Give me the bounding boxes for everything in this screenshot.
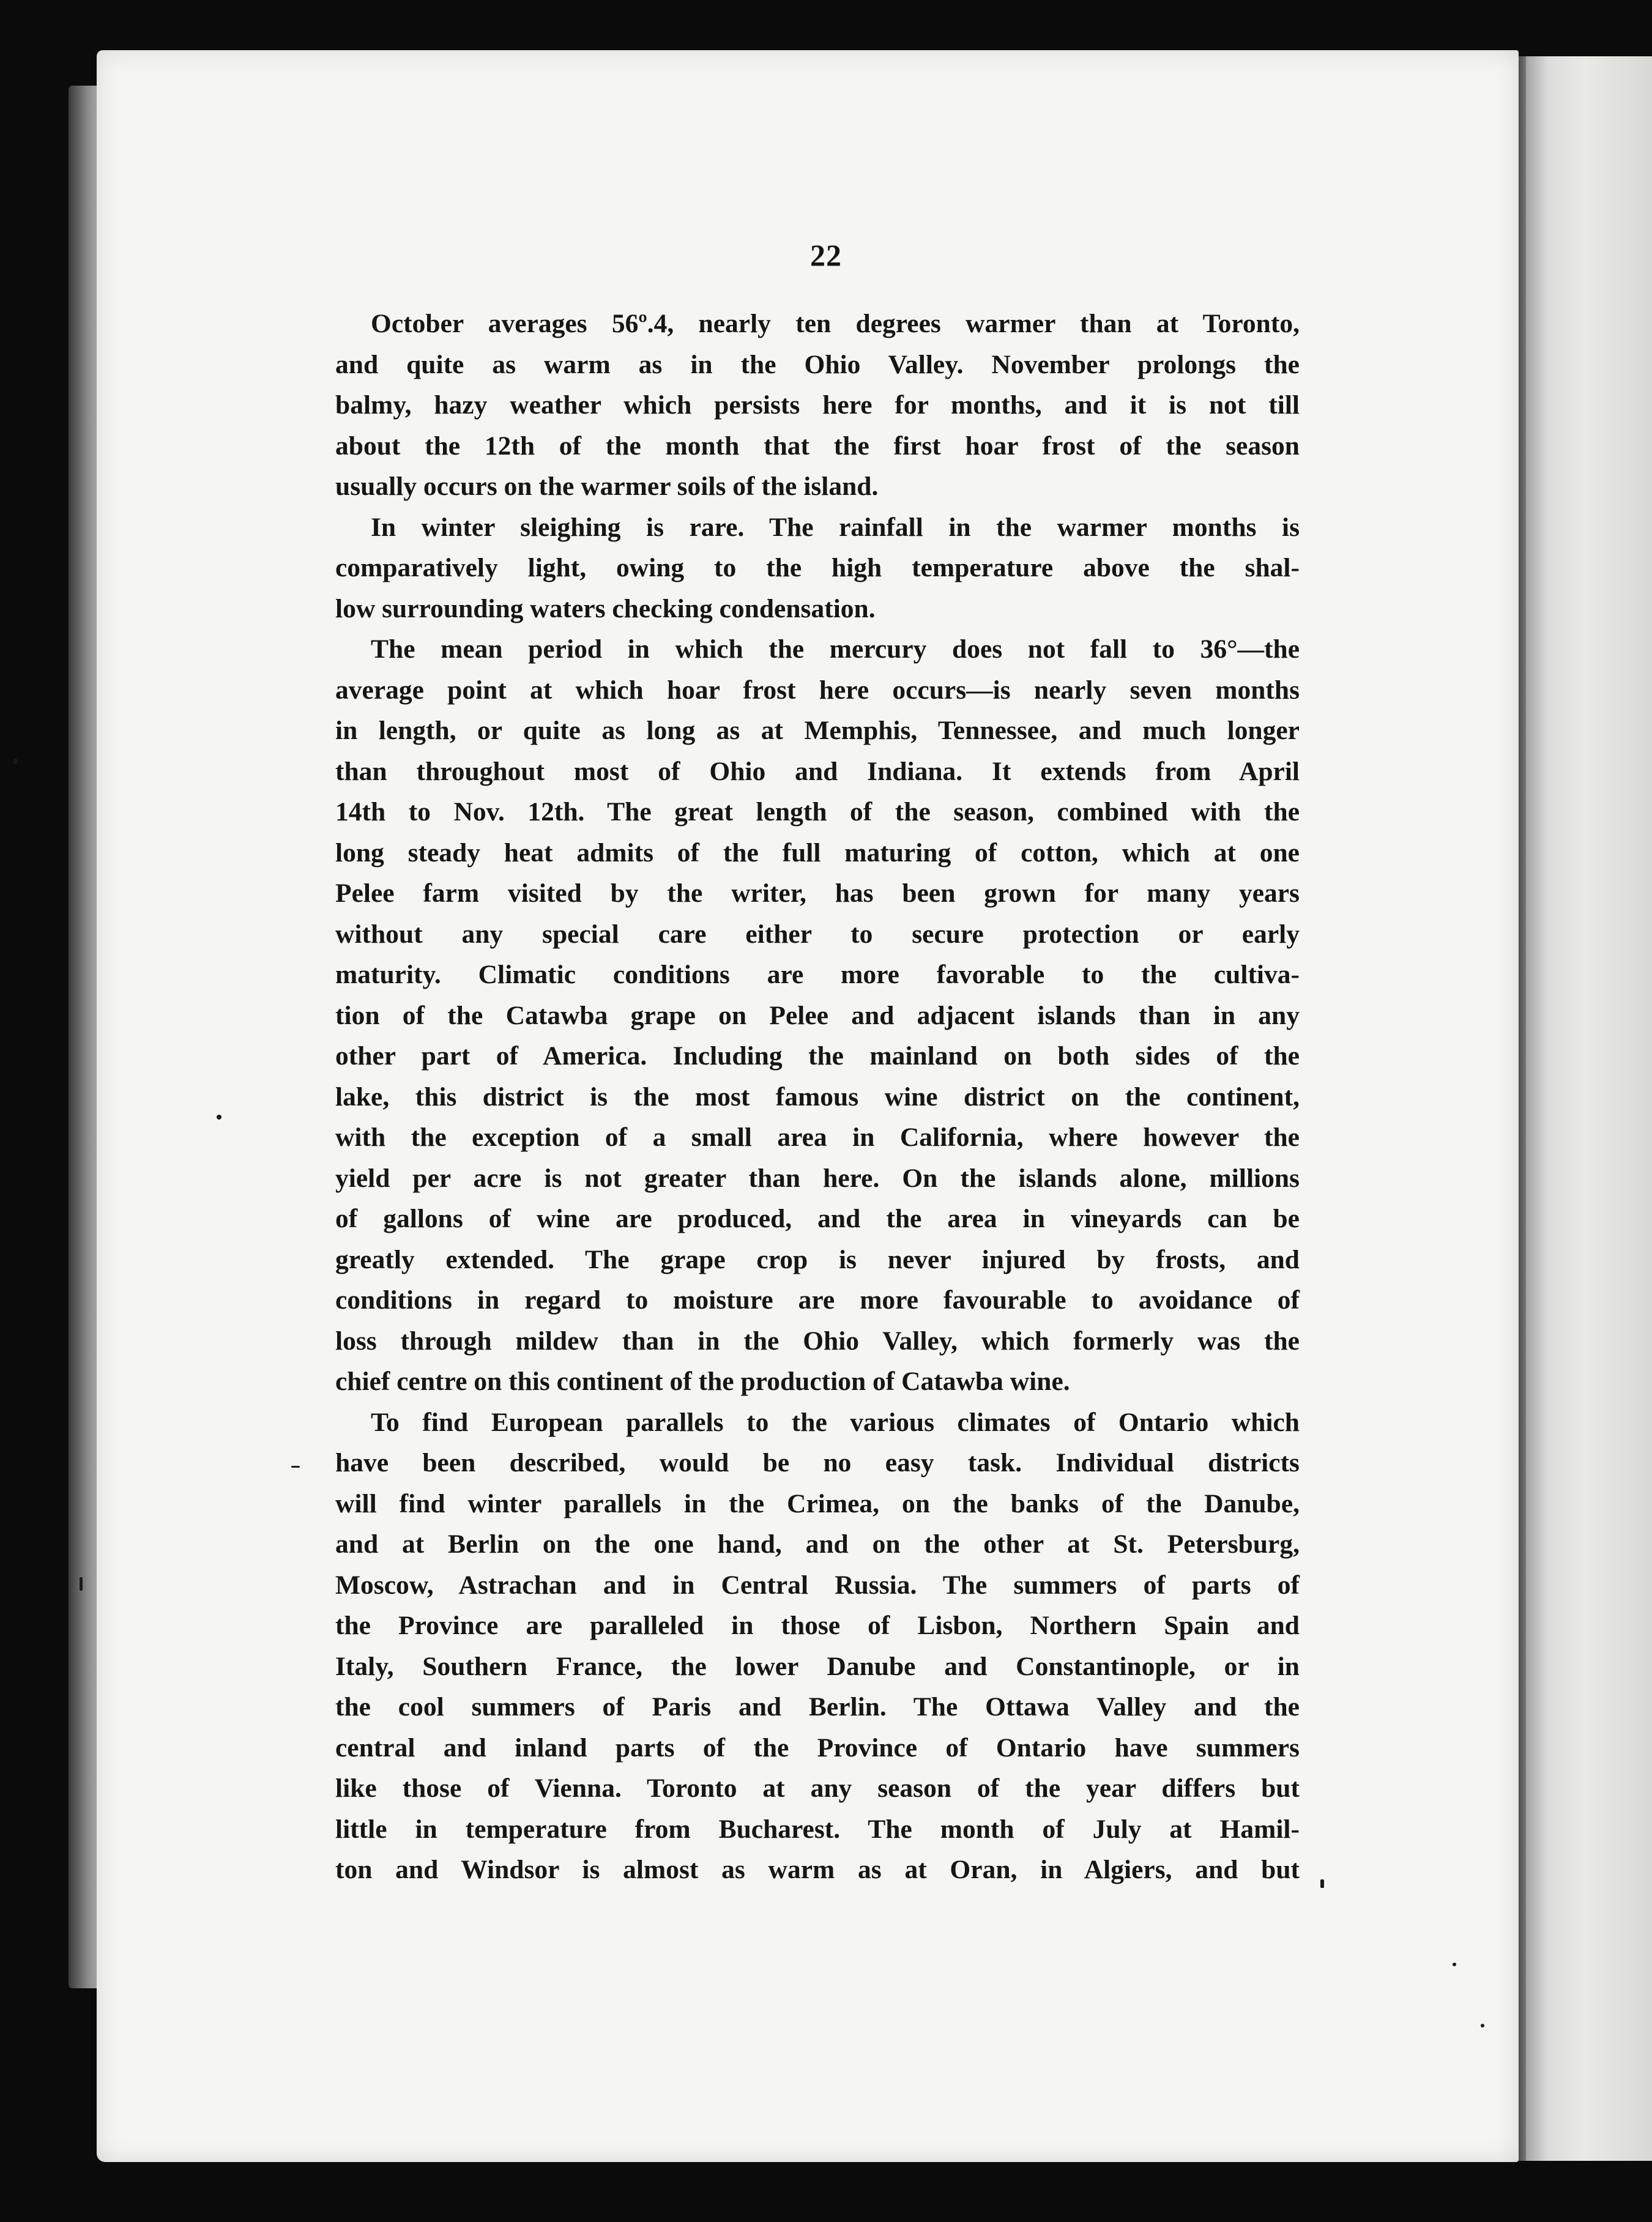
- paragraph-october-climate: [335, 303, 1300, 507]
- text-line: greatly extended. The grape crop is never injured by frosts, and: [335, 1244, 1300, 1274]
- text-line: Pelee farm visited by the writer, has been grown for many years: [335, 879, 1300, 908]
- text-line: long steady heat admits of the full maturing of cotton, which at one: [335, 838, 1300, 868]
- scan-speck: [1453, 1963, 1456, 1966]
- text-line: 14th to Nov. 12th. The great length of the season, combined with the: [335, 797, 1300, 827]
- text-line: and quite as warm as in the Ohio Valley. November prolongs the: [335, 349, 1300, 379]
- text-line: central and inland parts of the Province of Ontario have summers: [335, 1733, 1300, 1763]
- paragraph-growing-season: [335, 629, 1300, 1402]
- scan-speck: [13, 759, 18, 764]
- scan-speck: [217, 1115, 221, 1120]
- text-line: will find winter parallels in the Crimea, on the banks of the Danube,: [335, 1488, 1300, 1518]
- text-line: chief centre on this continent of the production of Catawba wine.: [335, 1367, 1070, 1396]
- text-line: loss through mildew than in the Ohio Valley, which formerly was the: [335, 1326, 1300, 1356]
- page-number: 22: [810, 238, 842, 272]
- text-line: tion of the Catawba grape on Pelee and adjacent islands than in any: [335, 1000, 1300, 1030]
- paragraph-winter-rainfall: [335, 507, 1300, 630]
- text-line: in length, or quite as long as at Memphis, Tennessee, and much longer: [335, 716, 1300, 745]
- text-line: ton and Windsor is almost as warm as at Oran, in Algiers, and but: [335, 1855, 1300, 1884]
- text-line: than throughout most of Ohio and Indiana. It extends from April: [335, 756, 1300, 786]
- text-line: have been described, would be no easy task. Individual districts: [335, 1448, 1300, 1477]
- text-line: without any special care either to secure protection or early: [335, 919, 1300, 949]
- text-line: In winter sleighing is rare. The rainfall in the warmer months is: [371, 512, 1300, 542]
- text-line: October averages 56º.4, nearly ten degrees warmer than at Toronto,: [371, 309, 1300, 338]
- text-line: To find European parallels to the various climates of Ontario which: [371, 1407, 1300, 1437]
- body-text: [335, 303, 1300, 1890]
- text-line: maturity. Climatic conditions are more favorable to the cultiva-: [335, 960, 1300, 989]
- paragraph-european-parallels: [335, 1402, 1300, 1890]
- text-line: lake, this district is the most famous wine district on the continent,: [335, 1082, 1300, 1112]
- text-line: comparatively light, owing to the high temperature above the shal-: [335, 553, 1300, 582]
- text-line: and at Berlin on the one hand, and on the other at St. Petersburg,: [335, 1529, 1300, 1559]
- text-line: balmy, hazy weather which persists here for months, and it is not till: [335, 390, 1300, 420]
- text-line: conditions in regard to moisture are more favourable to avoidance of: [335, 1285, 1300, 1315]
- text-line: other part of America. Including the mainland on both sides of the: [335, 1041, 1300, 1071]
- text-line: average point at which hoar frost here occurs—is nearly seven months: [335, 675, 1300, 705]
- text-line: with the exception of a small area in California, where however the: [335, 1123, 1300, 1152]
- text-line: like those of Vienna. Toronto at any season of the year differs but: [335, 1774, 1300, 1803]
- scan-speck: [80, 1577, 83, 1591]
- scan-speck: [1320, 1879, 1324, 1888]
- text-line: low surrounding waters checking condensation.: [335, 593, 876, 623]
- text-line: usually occurs on the warmer soils of the island.: [335, 472, 879, 501]
- text-line: Moscow, Astrachan and in Central Russia. The summers of parts of: [335, 1570, 1300, 1600]
- text-line: the cool summers of Paris and Berlin. The Ottawa Valley and the: [335, 1692, 1300, 1722]
- text-line: yield per acre is not greater than here. On the islands alone, millions: [335, 1163, 1300, 1193]
- text-line: of gallons of wine are produced, and the area in vineyards can be: [335, 1204, 1300, 1233]
- text-line: little in temperature from Bucharest. The month of July at Hamil-: [335, 1814, 1300, 1844]
- adjacent-page-edge: [1511, 56, 1652, 2161]
- text-line: The mean period in which the mercury does not fall to 36°—the: [371, 634, 1300, 664]
- text-line: about the 12th of the month that the first hoar frost of the season: [335, 431, 1300, 461]
- scan-speck: [1481, 2024, 1484, 2027]
- text-line: the Province are paralleled in those of Lisbon, Northern Spain and: [335, 1611, 1300, 1640]
- text-line: Italy, Southern France, the lower Danube and Constantinople, or in: [335, 1651, 1300, 1681]
- scan-speck: [291, 1466, 300, 1468]
